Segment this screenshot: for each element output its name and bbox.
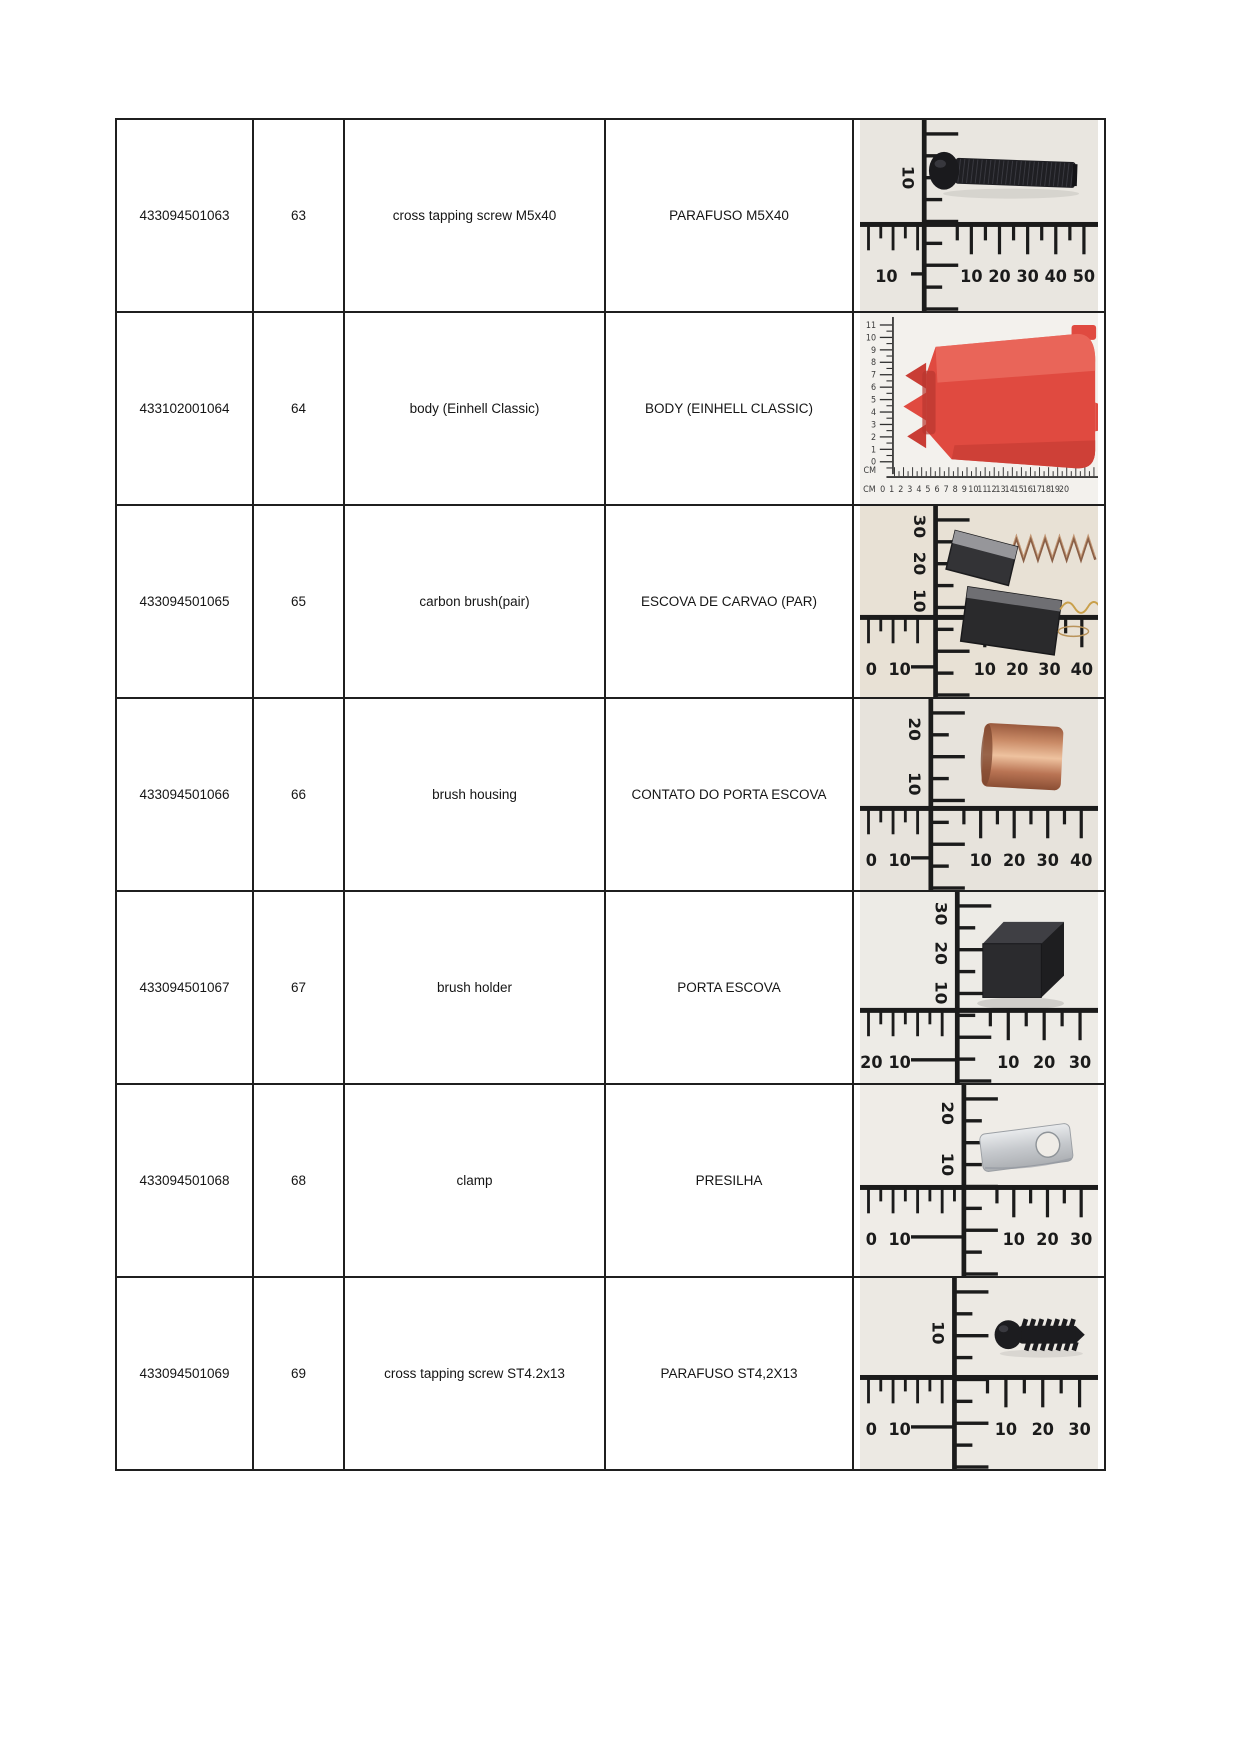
part-number-cell <box>116 119 253 312</box>
svg-text:20: 20 <box>1003 850 1026 871</box>
svg-text:30: 30 <box>1038 659 1061 680</box>
description-pt: PORTA ESCOVA <box>677 980 781 995</box>
table-row <box>116 1084 1105 1277</box>
carbon-brush-pair-photo <box>860 506 1098 697</box>
cross-tapping-screw-st42x13-photo <box>860 1278 1098 1469</box>
ref-number: 69 <box>290 1366 307 1381</box>
part-photo-cell <box>853 891 1105 1084</box>
svg-text:10: 10 <box>994 1419 1018 1440</box>
description-en: cross tapping screw M5x40 <box>392 208 557 223</box>
brush-holder-photo <box>860 892 1098 1083</box>
description-pt-cell <box>605 1084 853 1277</box>
svg-text:2: 2 <box>870 431 877 442</box>
svg-text:19: 19 <box>1049 483 1061 495</box>
svg-text:16: 16 <box>1022 483 1033 495</box>
svg-text:40: 40 <box>1070 659 1093 680</box>
svg-text:7: 7 <box>943 483 949 495</box>
part-photo-cell <box>853 505 1105 698</box>
part-number-cell <box>116 312 253 505</box>
description-pt-cell <box>605 891 853 1084</box>
svg-text:30: 30 <box>1068 1419 1091 1440</box>
part-number-cell <box>116 505 253 698</box>
description-en: cross tapping screw ST4.2x13 <box>384 1366 565 1381</box>
ref-number-cell <box>253 698 344 891</box>
svg-text:9: 9 <box>961 483 967 495</box>
svg-text:10: 10 <box>928 1320 948 1345</box>
svg-text:0: 0 <box>865 659 877 680</box>
part-photo-cell <box>853 312 1105 505</box>
svg-text:20: 20 <box>1005 659 1029 680</box>
description-en: clamp <box>456 1173 493 1188</box>
table-row <box>116 891 1105 1084</box>
svg-text:30: 30 <box>1016 266 1039 287</box>
svg-text:9: 9 <box>870 344 877 355</box>
svg-text:5: 5 <box>870 394 877 405</box>
description-pt: PRESILHA <box>695 1173 763 1188</box>
svg-text:CM: CM <box>863 483 876 495</box>
description-pt-cell <box>605 505 853 698</box>
part-number-cell <box>116 891 253 1084</box>
svg-text:10: 10 <box>888 659 911 680</box>
svg-text:7: 7 <box>870 369 877 380</box>
part-number-cell <box>116 1277 253 1470</box>
description-en: carbon brush(pair) <box>419 594 530 609</box>
svg-text:1: 1 <box>889 483 895 495</box>
svg-text:17: 17 <box>1031 483 1042 495</box>
svg-text:3: 3 <box>870 419 877 430</box>
ref-number-cell <box>253 1084 344 1277</box>
svg-text:10: 10 <box>888 1052 911 1073</box>
description-en: body (Einhell Classic) <box>409 401 540 416</box>
svg-text:30: 30 <box>1036 850 1059 871</box>
ref-number: 64 <box>290 401 307 416</box>
part-number: 433102001064 <box>139 401 230 416</box>
part-photo-cell <box>853 1277 1105 1470</box>
svg-text:10: 10 <box>960 266 983 287</box>
part-photo-cell <box>853 698 1105 891</box>
svg-text:40: 40 <box>1070 850 1093 871</box>
svg-text:13: 13 <box>995 483 1006 495</box>
description-en-cell <box>344 119 605 312</box>
svg-text:3: 3 <box>907 483 913 495</box>
svg-text:8: 8 <box>870 357 877 368</box>
svg-text:CM: CM <box>863 464 877 476</box>
ref-number: 63 <box>290 208 307 223</box>
part-number: 433094501066 <box>139 787 230 802</box>
body-einhell-classic-photo <box>860 313 1098 504</box>
ref-number: 67 <box>290 980 307 995</box>
part-number: 433094501068 <box>139 1173 230 1188</box>
svg-text:10: 10 <box>898 165 918 190</box>
description-en-cell <box>344 698 605 891</box>
svg-text:10: 10 <box>875 266 898 287</box>
svg-text:12: 12 <box>986 483 997 495</box>
svg-text:10: 10 <box>888 1229 911 1250</box>
table-row <box>116 1277 1105 1470</box>
parts-table <box>115 118 1106 1471</box>
ref-number-cell <box>253 1277 344 1470</box>
svg-text:30: 30 <box>1068 1052 1092 1073</box>
ref-number: 65 <box>290 594 307 609</box>
description-en: brush holder <box>436 980 513 995</box>
description-pt: ESCOVA DE CARVAO (PAR) <box>640 594 818 609</box>
part-number-cell <box>116 1084 253 1277</box>
part-photo-cell <box>853 1084 1105 1277</box>
ref-number-cell <box>253 119 344 312</box>
svg-text:20: 20 <box>938 1101 957 1125</box>
part-number: 433094501067 <box>139 980 230 995</box>
description-en-cell <box>344 312 605 505</box>
part-number-cell <box>116 698 253 891</box>
clamp-photo <box>860 1085 1098 1276</box>
cross-tapping-screw-m5x40-photo <box>860 120 1098 311</box>
svg-text:30: 30 <box>1069 1229 1093 1250</box>
description-pt: CONTATO DO PORTA ESCOVA <box>631 787 827 802</box>
svg-text:8: 8 <box>952 483 958 495</box>
svg-text:6: 6 <box>934 483 940 495</box>
svg-text:30: 30 <box>909 514 929 539</box>
svg-text:0: 0 <box>865 850 877 871</box>
svg-text:20: 20 <box>931 941 951 965</box>
svg-text:0: 0 <box>870 456 877 467</box>
ref-number-cell <box>253 891 344 1084</box>
table-row <box>116 312 1105 505</box>
svg-text:11: 11 <box>865 319 877 330</box>
svg-text:20: 20 <box>988 266 1011 287</box>
svg-text:20: 20 <box>860 1052 883 1073</box>
description-en-cell <box>344 1277 605 1470</box>
ref-number-cell <box>253 312 344 505</box>
part-number: 433094501063 <box>139 208 230 223</box>
svg-text:5: 5 <box>925 483 931 495</box>
svg-text:10: 10 <box>905 772 924 796</box>
description-pt-cell <box>605 698 853 891</box>
ref-number-cell <box>253 505 344 698</box>
svg-text:0: 0 <box>865 1229 877 1250</box>
svg-text:10: 10 <box>888 1419 911 1440</box>
svg-text:6: 6 <box>870 381 877 393</box>
svg-text:10: 10 <box>997 1052 1020 1073</box>
svg-text:10: 10 <box>931 980 951 1005</box>
svg-text:40: 40 <box>1044 266 1067 287</box>
svg-text:1: 1 <box>870 444 877 455</box>
svg-text:10: 10 <box>969 850 992 871</box>
svg-text:14: 14 <box>1004 483 1015 495</box>
svg-text:10: 10 <box>909 588 929 613</box>
svg-text:10: 10 <box>1002 1229 1025 1250</box>
svg-text:0: 0 <box>865 1419 877 1440</box>
description-en: brush housing <box>432 787 517 802</box>
brush-housing-photo <box>860 699 1098 890</box>
svg-text:10: 10 <box>865 332 877 343</box>
svg-text:30: 30 <box>931 901 951 926</box>
svg-text:20: 20 <box>1036 1229 1059 1250</box>
description-pt: BODY (EINHELL CLASSIC) <box>644 401 814 416</box>
description-pt: PARAFUSO M5X40 <box>669 208 789 223</box>
description-pt-cell <box>605 312 853 505</box>
part-photo-cell <box>853 119 1105 312</box>
svg-text:10: 10 <box>973 659 996 680</box>
svg-text:20: 20 <box>909 551 929 576</box>
svg-text:10: 10 <box>938 1152 957 1177</box>
svg-text:20: 20 <box>1033 1052 1056 1073</box>
description-en-cell <box>344 1084 605 1277</box>
parts-table-body <box>116 119 1105 1470</box>
description-en-cell <box>344 505 605 698</box>
description-pt-cell <box>605 1277 853 1470</box>
svg-text:20: 20 <box>1058 483 1070 495</box>
svg-text:10: 10 <box>888 850 911 871</box>
svg-text:50: 50 <box>1072 266 1096 287</box>
svg-text:4: 4 <box>916 483 922 495</box>
description-en-cell <box>344 891 605 1084</box>
svg-text:11: 11 <box>977 483 988 495</box>
ref-number: 66 <box>290 787 307 802</box>
svg-text:4: 4 <box>870 406 877 418</box>
svg-text:20: 20 <box>905 717 924 741</box>
svg-text:10: 10 <box>968 483 979 495</box>
table-row <box>116 119 1105 312</box>
part-number: 433094501069 <box>139 1366 230 1381</box>
svg-text:2: 2 <box>898 483 904 495</box>
description-pt-cell <box>605 119 853 312</box>
svg-text:18: 18 <box>1040 483 1051 495</box>
description-pt: PARAFUSO ST4,2X13 <box>660 1366 798 1381</box>
svg-text:0: 0 <box>880 483 886 495</box>
svg-text:20: 20 <box>1031 1419 1054 1440</box>
table-row <box>116 698 1105 891</box>
ref-number: 68 <box>290 1173 307 1188</box>
svg-text:15: 15 <box>1013 483 1024 495</box>
table-row <box>116 505 1105 698</box>
part-number: 433094501065 <box>139 594 230 609</box>
